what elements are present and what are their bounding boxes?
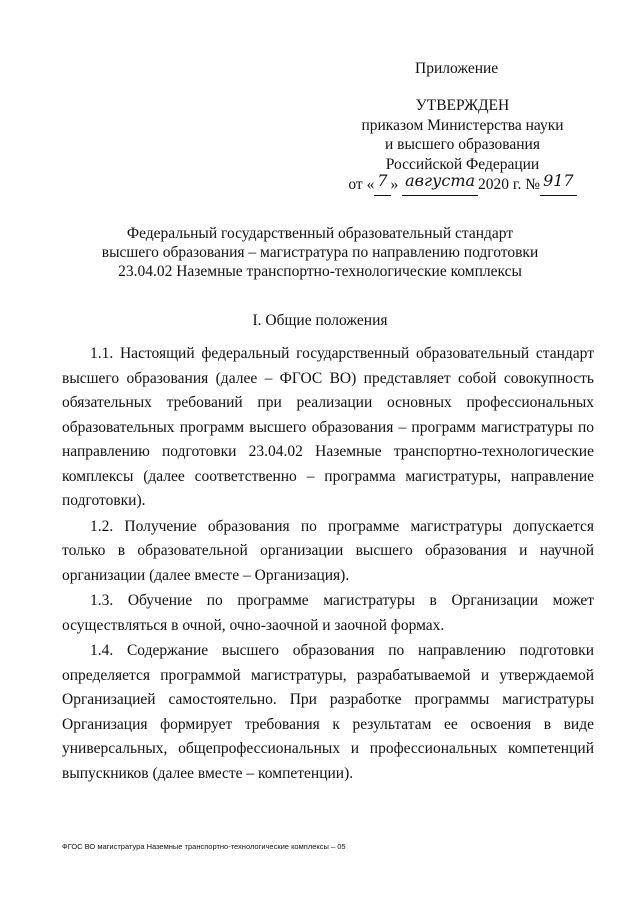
appendix-label: Приложение: [415, 60, 499, 77]
title-line: Федеральный государственный образовательный стандарт: [126, 225, 514, 242]
standard-title: [75, 224, 565, 281]
title-line: 23.04.02 Наземные транспортно-технологические комплексы: [118, 263, 522, 280]
approval-block: [330, 96, 595, 196]
date-prefix: от «: [348, 176, 375, 193]
approval-line: и высшего образования: [385, 136, 540, 153]
document-body: [62, 342, 594, 787]
paragraph-1-3: 1.3. Обучение по программе магистратуры в Организации может осуществляться в очной, очно-заочной и заочной формах.: [62, 592, 594, 634]
approval-line: Российской Федерации: [385, 155, 540, 173]
section-heading: I. Общие положения: [252, 312, 388, 329]
date-day-handwritten: 7: [377, 171, 388, 190]
order-number: [540, 171, 577, 196]
date-month-handwritten: августа: [405, 171, 476, 190]
paragraph-1-4: 1.4. Содержание высшего образования по направлению подготовки определяется программой магистратуры, разрабатываемой и утверждаемой Организацией самостоятельно. При разработке программы магистратуры Организация формирует требования к результатам ее освоения в виде универсальных, общепрофессиональных и профессиональных компетенций выпускников (далее вместе – компетенции).: [62, 642, 594, 782]
title-line: высшего образования – магистратура по направлению подготовки: [101, 244, 539, 261]
date-separator: »: [390, 176, 399, 193]
paragraph-1-1: 1.1. Настоящий федеральный государственный образовательный стандарт высшего образования (далее – ФГОС ВО) представляет собой совокупность обязательных требований при реализации основных профессиональных образовательных программ высшего образования – программ магистратуры по направлению подготовки 23.04.02 Наземные транспортно-технологические комплексы (далее соответственно – программа магистратуры, направление подготовки).: [62, 345, 594, 509]
approval-date-line: [330, 171, 595, 196]
page-footer: ФГОС ВО магистратура Наземные транспортно-технологические комплексы – 05: [62, 842, 346, 851]
approval-line: приказом Министерства науки: [361, 116, 564, 134]
order-number-handwritten: 917: [543, 171, 574, 190]
paragraph-1-2: 1.2. Получение образования по программе магистратуры допускается только в образовательной организации высшего образования и научной организации (далее вместе – Организация).: [62, 517, 594, 584]
date-year: 2020 г. №: [478, 176, 541, 193]
date-day: [374, 171, 390, 196]
approval-heading: УТВЕРЖДЕН: [415, 97, 510, 114]
date-month: [402, 171, 478, 196]
